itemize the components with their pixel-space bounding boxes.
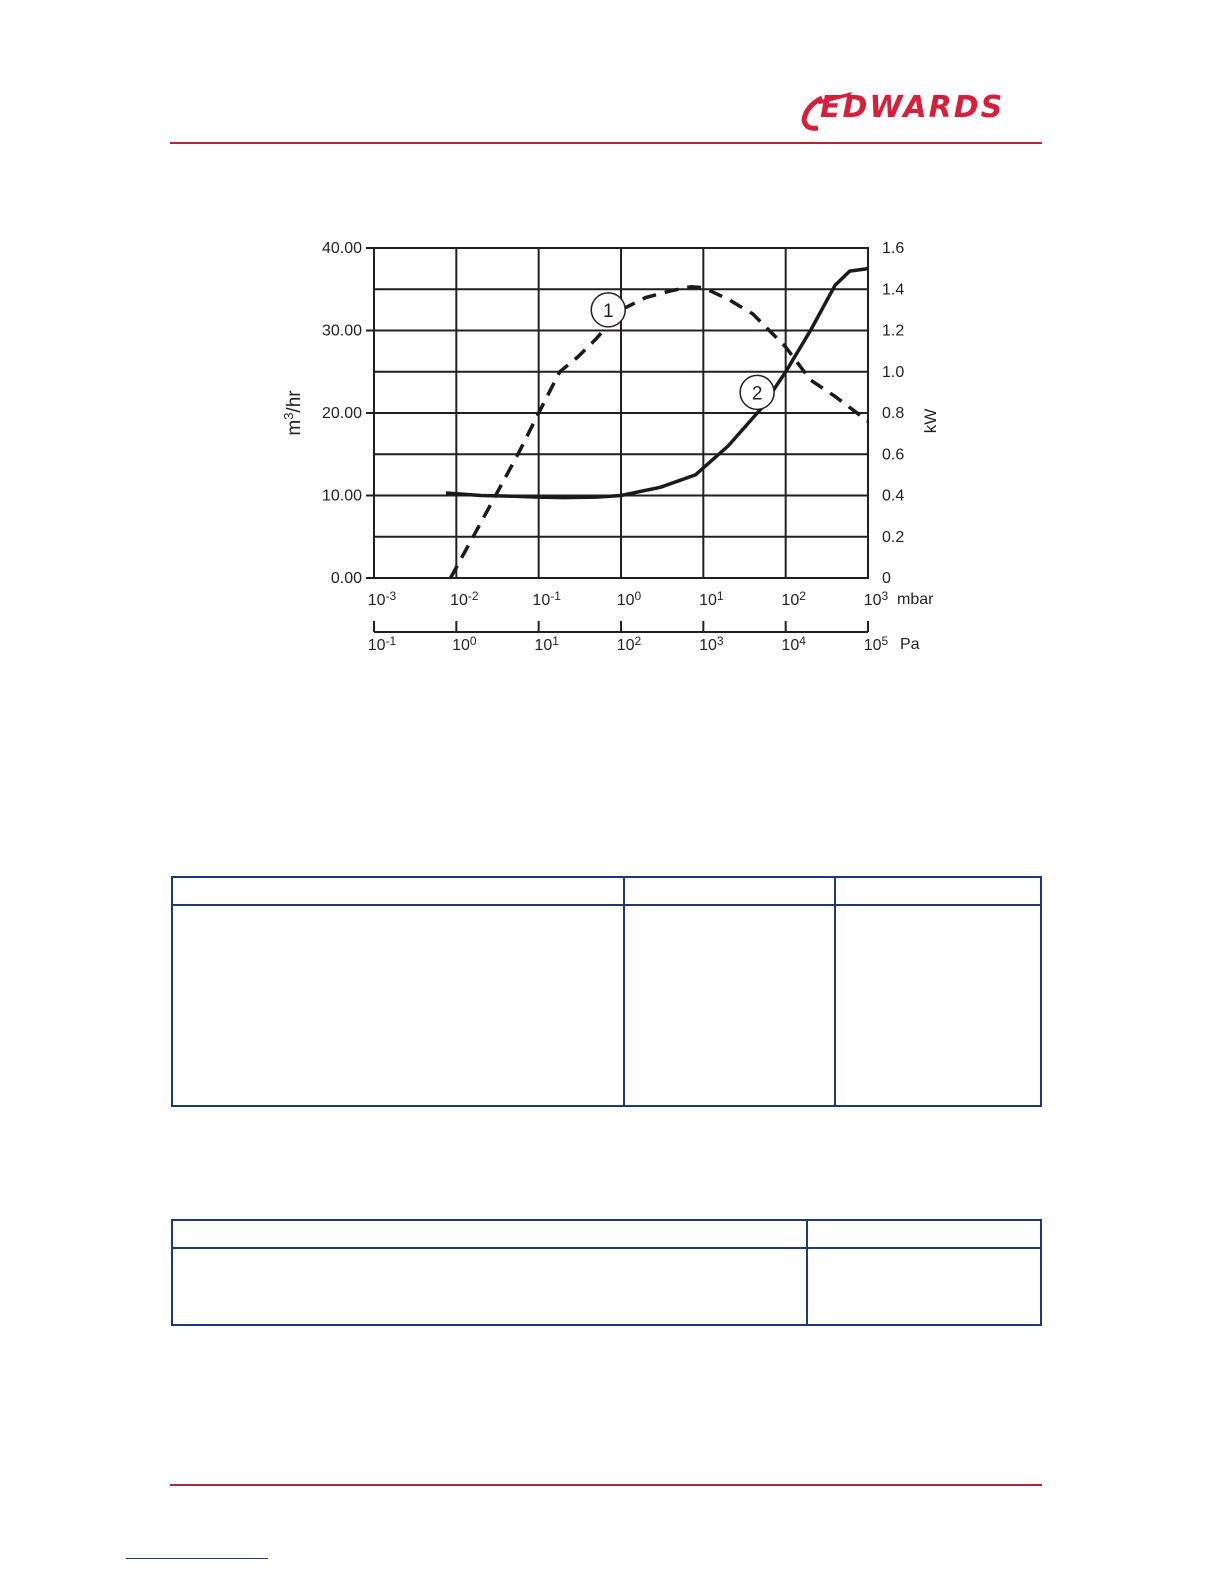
x-pa-tick-label: $10^5$	[863, 634, 889, 654]
x-mbar-tick-label: $10^{-2}$	[450, 589, 479, 609]
table-cell	[172, 905, 624, 1106]
x-pa-tick-label: $10^0$	[452, 634, 477, 654]
x-pa-tick-label: $10^3$	[699, 634, 724, 654]
series-marker-label: 1	[602, 300, 614, 322]
y-right-tick-label: 1.2	[882, 322, 905, 340]
x-pa-tick-label: $10^1$	[534, 634, 559, 654]
y-left-tick-label: 0.00	[330, 570, 362, 587]
table-cell	[624, 905, 835, 1106]
y-left-tick-label: 10.00	[321, 487, 362, 505]
y-right-axis-title: kW	[921, 408, 940, 434]
y-left-tick-label: 30.00	[321, 322, 362, 340]
table-header-row	[172, 877, 1041, 905]
footnote-rule	[126, 1558, 268, 1559]
footer-rule	[170, 1484, 1042, 1486]
y-left-axis-title: $m^3/hr$	[281, 390, 305, 436]
x-mbar-unit-label: mbar	[897, 591, 934, 608]
table-row	[172, 1248, 1041, 1325]
x-mbar-tick-label: $10^{-1}$	[532, 589, 561, 609]
x-pa-tick-label: $10^{-1}$	[367, 634, 397, 654]
y-right-tick-label: 0.8	[882, 405, 905, 422]
series-2-line	[446, 269, 868, 498]
table-header-row	[172, 1220, 1041, 1248]
y-right-tick-label: 1.4	[882, 281, 905, 299]
table-header-cell	[172, 1220, 807, 1248]
x-mbar-tick-label: $10^3$	[863, 589, 889, 609]
y-right-tick-label: 0.6	[882, 446, 905, 464]
x-mbar-tick-label: $10^{-3}$	[367, 589, 397, 609]
y-left-tick-label: 40.00	[321, 240, 362, 257]
x-mbar-tick-label: $10^1$	[699, 589, 724, 609]
x-pa-unit-label: Pa	[900, 636, 920, 653]
x-pa-tick-label: $10^4$	[781, 634, 806, 654]
spec-table-2	[171, 1219, 1042, 1326]
x-mbar-tick-label: $10^0$	[616, 589, 642, 609]
table-cell	[807, 1248, 1041, 1325]
x-mbar-tick-label: $10^2$	[781, 589, 806, 609]
table-header-cell	[835, 877, 1041, 905]
y-right-tick-label: 0.2	[882, 528, 905, 546]
table-header-cell	[624, 877, 835, 905]
x-pa-tick-label: $10^2$	[616, 634, 642, 654]
spec-table-1	[171, 876, 1042, 1107]
series-marker-label: 2	[751, 383, 763, 405]
y-left-tick-label: 20.00	[321, 405, 362, 422]
table-row	[172, 905, 1041, 1106]
table-cell	[835, 905, 1041, 1106]
table-cell	[172, 1248, 807, 1325]
table-header-cell	[172, 877, 624, 905]
y-right-tick-label: 1.6	[882, 240, 905, 257]
performance-chart	[0, 0, 1224, 700]
y-right-tick-label: 0	[882, 570, 891, 587]
y-right-tick-label: 0.4	[882, 487, 905, 505]
y-right-tick-label: 1.0	[882, 363, 905, 381]
brand-name: EDWARDS	[820, 90, 1005, 125]
table-header-cell	[807, 1220, 1041, 1248]
